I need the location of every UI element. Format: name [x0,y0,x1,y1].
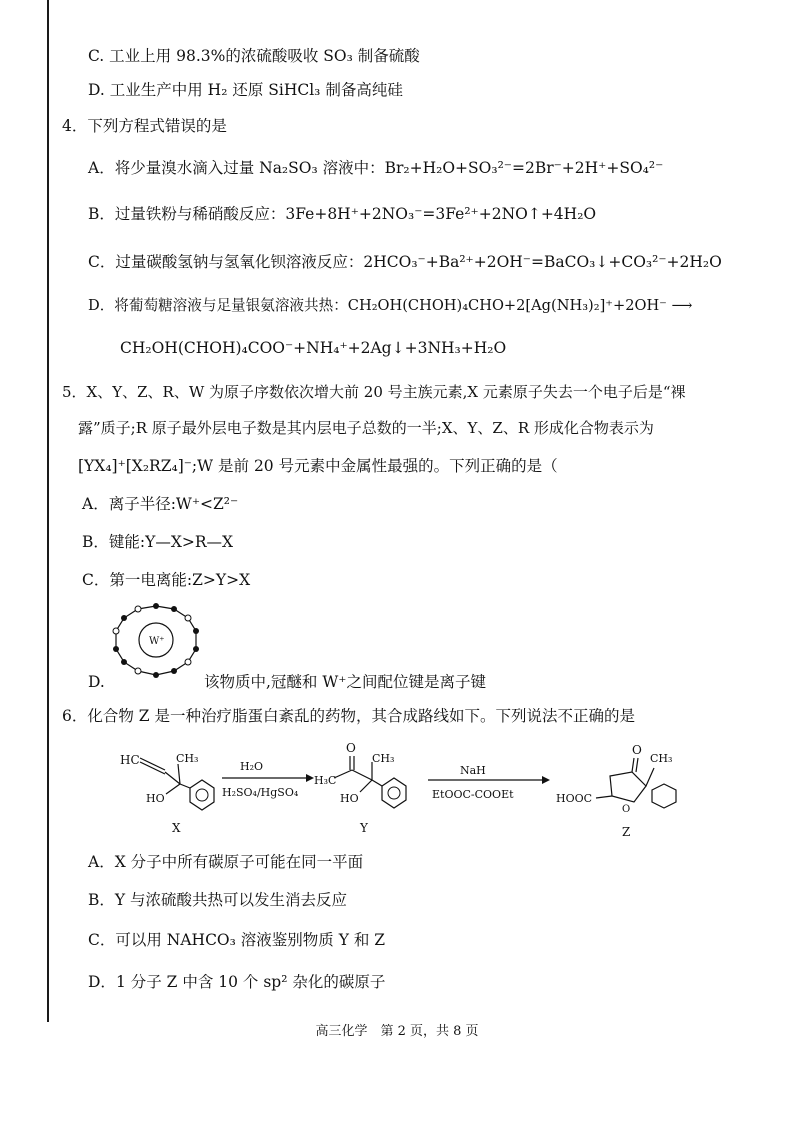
molecule-x [120,752,214,835]
q3-option-d: D. 工业生产中用 H₂ 还原 SiHCl₃ 制备高纯硅 [88,81,403,99]
svg-text:H₂SO₄/HgSO₄: H₂SO₄/HgSO₄ [222,786,299,799]
q4-option-d: D．将葡萄糖溶液与足量银氨溶液共热：CH₂OH(CHOH)₄CHO+2[Ag(NH₃)₂]⁺+2OH⁻ ⟶ [88,297,693,314]
synthesis-scheme [110,740,710,840]
svg-text:CH₃: CH₃ [372,752,395,765]
q5-option-c: C．第一电离能:Z>Y>X [82,571,251,589]
svg-text:HOOC: HOOC [556,792,593,805]
q5-stem-line2: 露”质子;R 原子最外层电子数是其内层电子总数的一半;X、Y、Z、R 形成化合物表示为 [78,419,654,437]
q3-option-c: C. 工业上用 98.3%的浓硫酸吸收 SO₃ 制备硫酸 [88,47,420,65]
q5-stem-line3: [YX₄]⁺[X₂RZ₄]⁻;W 是前 20 号元素中金属性最强的。下列正确的是（ [78,457,558,475]
crown-ion-label: W⁺ [149,636,165,647]
label-z: Z [622,825,631,839]
q4-stem: 4．下列方程式错误的是 [62,117,227,135]
arrow-1 [222,760,314,799]
q5-option-d-text: 该物质中,冠醚和 W⁺之间配位键是离子键 [204,673,486,691]
q6-option-a: A．X 分子中所有碳原子可能在同一平面 [88,853,364,871]
binding-margin-line [47,0,49,1022]
crown-ether-diagram [108,600,204,682]
svg-text:CH₃: CH₃ [176,752,199,765]
molecule-z [556,743,676,839]
arrow-2 [428,764,550,801]
q6-option-b: B．Y 与浓硫酸共热可以发生消去反应 [88,891,348,909]
svg-text:NaH: NaH [460,764,486,777]
q6-option-c: C．可以用 NAHCO₃ 溶液鉴别物质 Y 和 Z [88,931,386,949]
svg-text:H₂O: H₂O [240,760,264,773]
label-x: X [172,821,181,835]
svg-text:EtOOC-COOEt: EtOOC-COOEt [432,788,514,801]
q4-option-a: A．将少量溴水滴入过量 Na₂SO₃ 溶液中：Br₂+H₂O+SO₃²⁻=2Br⁻+2H⁺+SO₄²⁻ [88,159,664,177]
svg-text:HO: HO [340,792,359,805]
svg-text:O: O [346,741,356,755]
q5-option-d-letter: D. [88,673,105,691]
svg-text:CH₃: CH₃ [650,752,673,765]
label-y: Y [360,821,368,835]
q4-option-c: C．过量碳酸氢钠与氢氧化钡溶液反应：2HCO₃⁻+Ba²⁺+2OH⁻=BaCO₃↓+CO₃²⁻+2H₂O [88,253,722,271]
page-footer: 高三化学 第 2 页，共 8 页 [315,1024,479,1039]
svg-text:HO: HO [146,792,165,805]
molecule-y [314,741,406,835]
q4-option-d-continuation: CH₂OH(CHOH)₄COO⁻+NH₄⁺+2Ag↓+3NH₃+H₂O [120,339,507,357]
q6-stem: 6．化合物 Z 是一种治疗脂蛋白紊乱的药物，其合成路线如下。下列说法不正确的是 [62,707,635,725]
q6-option-d: D．1 分子 Z 中含 10 个 sp² 杂化的碳原子 [88,973,386,991]
svg-text:O: O [632,743,642,757]
q5-option-b: B．键能:Y—X>R—X [82,533,234,551]
q5-stem-line1: 5．X、Y、Z、R、W 为原子序数依次增大前 20 号主族元素,X 元素原子失去一个电子后是“裸 [62,383,686,401]
svg-text:H₃C: H₃C [314,774,337,787]
svg-text:HC: HC [120,753,140,767]
q4-option-b: B．过量铁粉与稀硝酸反应：3Fe+8H⁺+2NO₃⁻=3Fe²⁺+2NO↑+4H₂O [88,205,597,223]
svg-text:O: O [622,804,631,815]
q5-option-a: A．离子半径:W⁺<Z²⁻ [82,495,239,513]
